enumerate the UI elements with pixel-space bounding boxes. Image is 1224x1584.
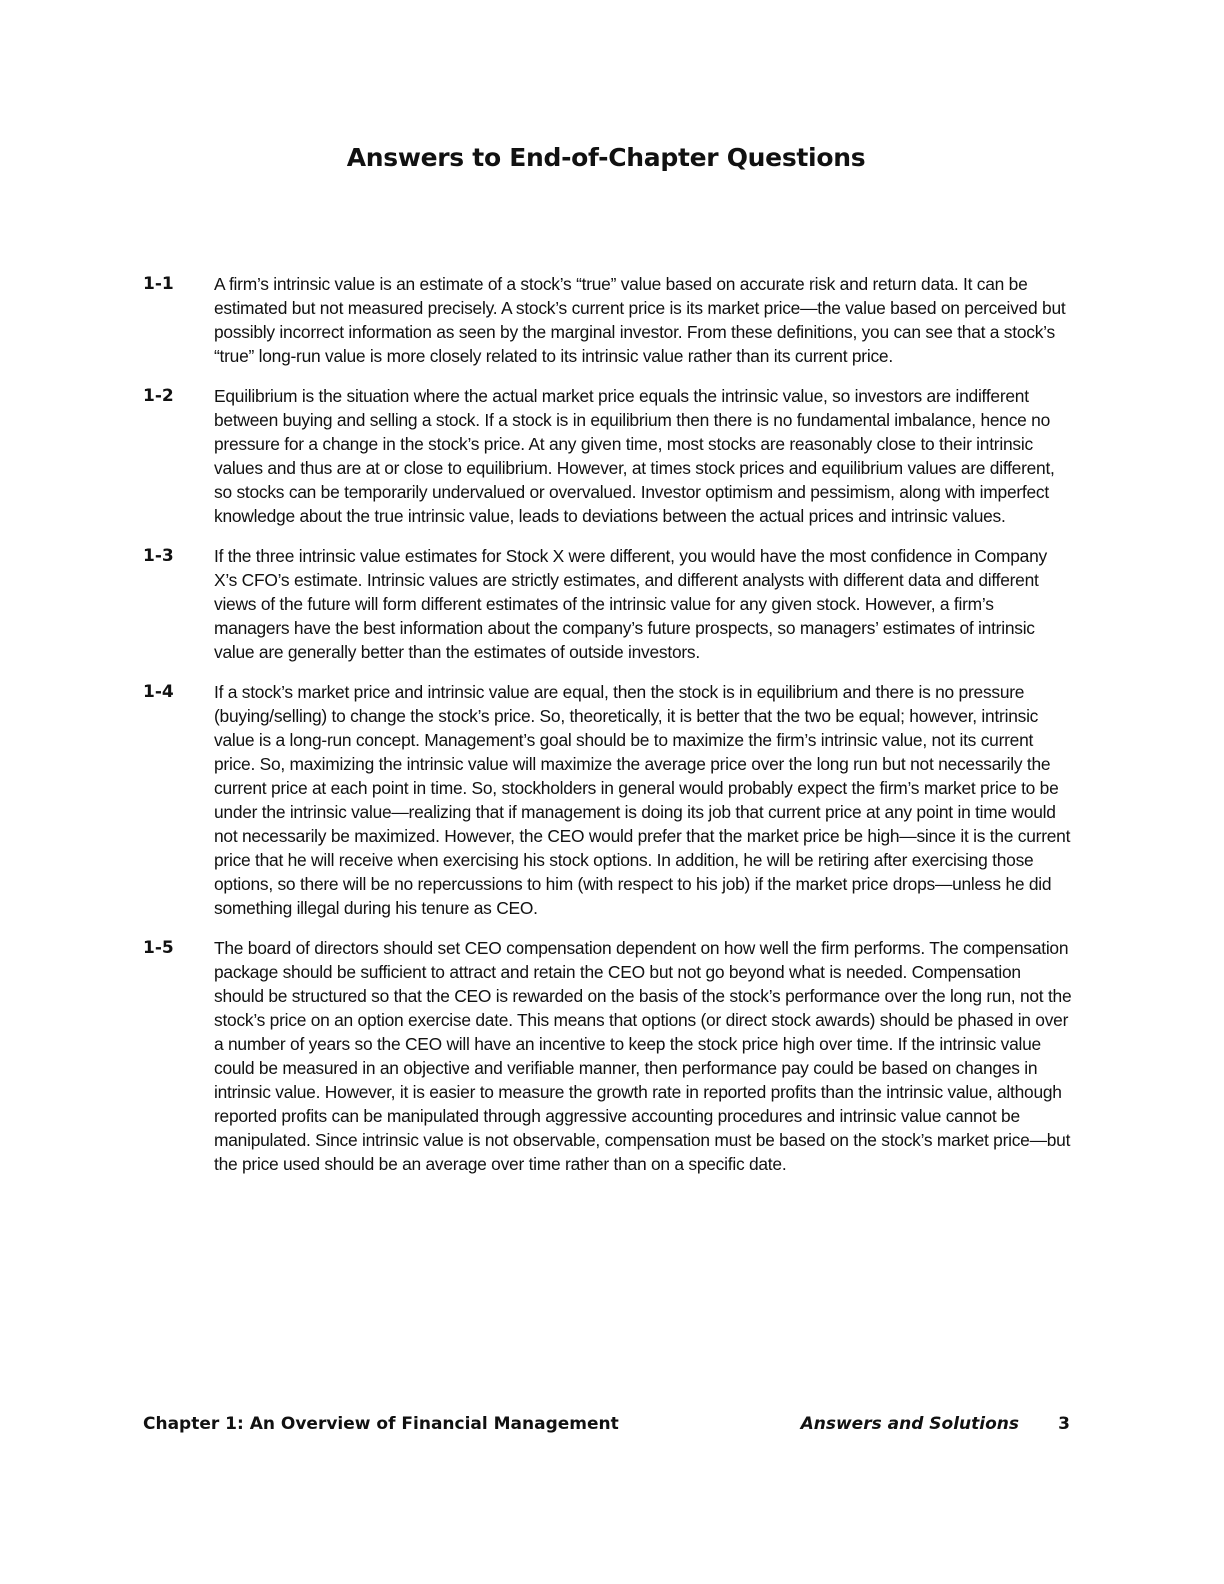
footer-section-title: Answers and Solutions xyxy=(800,1414,1019,1434)
answer-item xyxy=(143,680,1073,920)
answer-item xyxy=(143,384,1073,528)
footer-chapter-title: Chapter 1: An Overview of Financial Management xyxy=(143,1414,619,1434)
answer-item xyxy=(143,272,1073,368)
page-footer xyxy=(143,1411,1073,1437)
answer-text: The board of directors should set CEO compensation dependent on how well the firm performs. The compensation package should be sufficient to attract and retain the CEO but not go beyond what is needed. Compensation should be structured so that the CEO is rewarded on the basis of the stock’s performance over the long run, not the stock’s price on an option exercise date. This means that options (or direct stock awards) should be phased in over a number of years so the CEO will have an incentive to keep the stock price high over time. If the intrinsic value could be measured in an objective and verifiable manner, then performance pay could be based on changes in intrinsic value. However, it is easier to measure the growth rate in reported profits than the intrinsic value, although reported profits can be manipulated through aggressive accounting procedures and intrinsic value cannot be manipulated. Since intrinsic value is not observable, compensation must be based on the stock’s market price—but the price used should be an average over time rather than on a specific date. xyxy=(214,938,1072,1174)
answer-text: Equilibrium is the situation where the actual market price equals the intrinsic value, so investors are indifferent between buying and selling a stock. If a stock is in equilibrium then there is no fundamental imbalance, hence no pressure for a change in the stock’s price. At any given time, most stocks are reasonably close to their intrinsic values and thus are at or close to equilibrium. However, at times stock prices and equilibrium values are different, so stocks can be temporarily undervalued or overvalued. Investor optimism and pessimism, along with imperfect knowledge about the true intrinsic value, leads to deviations between the actual prices and intrinsic values. xyxy=(214,386,1055,526)
answer-number: 1-4 xyxy=(143,682,174,702)
answers-list xyxy=(143,272,1073,1192)
page-title: Answers to End-of-Chapter Questions xyxy=(346,143,866,172)
answer-number: 1-1 xyxy=(143,274,174,294)
answer-text: If a stock’s market price and intrinsic value are equal, then the stock is in equilibrium and there is no pressure (buying/selling) to change the stock’s price. So, theoretically, it is better that the two be equal; however, intrinsic value is a long-run concept. Management’s goal should be to maximize the firm’s intrinsic value, not its current price. So, maximizing the intrinsic value will maximize the average price over the long run but not necessarily the current price at each point in time. So, stockholders in general would probably expect the firm’s market price to be under the intrinsic value—realizing that if management is doing its job that current price at any point in time would not necessarily be maximized. However, the CEO would prefer that the market price be high—since it is the current price that he will receive when exercising his stock options. In addition, he will be retiring after exercising those options, so there will be no repercussions to him (with respect to his job) if the market price drops—unless he did something illegal during his tenure as CEO. xyxy=(214,682,1071,918)
answer-text: A firm’s intrinsic value is an estimate of a stock’s “true” value based on accurate risk and return data. It can be estimated but not measured precisely. A stock’s current price is its market price—the value based on perceived but possibly incorrect information as seen by the marginal investor. From these definitions, you can see that a stock’s “true” long-run value is more closely related to its intrinsic value rather than its current price. xyxy=(214,274,1066,366)
answer-text: If the three intrinsic value estimates for Stock X were different, you would have the most confidence in Company X’s CFO’s estimate. Intrinsic values are strictly estimates, and different analysts with different data and different views of the future will form different estimates of the intrinsic value for any given stock. However, a firm’s managers have the best information about the company’s future prospects, so managers’ estimates of intrinsic value are generally better than the estimates of outside investors. xyxy=(214,546,1047,662)
answer-number: 1-5 xyxy=(143,938,174,958)
answer-number: 1-3 xyxy=(143,546,174,566)
answer-item xyxy=(143,544,1073,664)
answer-number: 1-2 xyxy=(143,386,174,406)
answer-item xyxy=(143,936,1073,1176)
footer-page-number: 3 xyxy=(1058,1414,1070,1434)
